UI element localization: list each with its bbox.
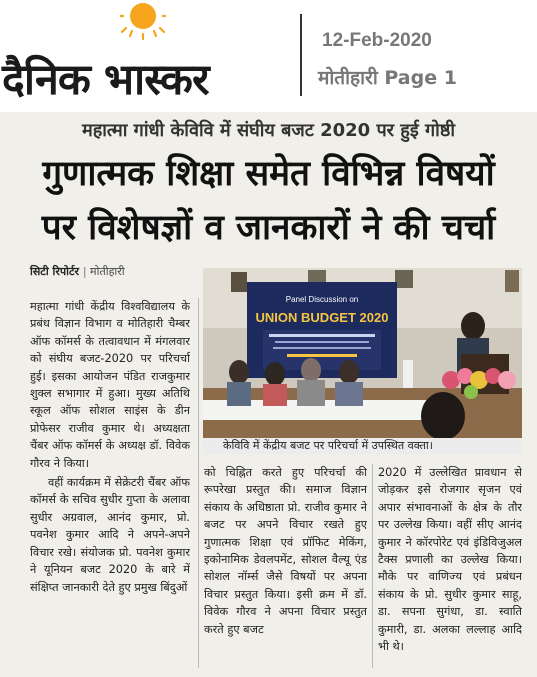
article-kicker: महात्मा गांधी केविवि में संघीय बजट 2020 पर हुई गोष्ठी bbox=[81, 120, 456, 141]
byline-place: मोतीहारी bbox=[90, 265, 125, 278]
column-1-paragraph-2: वहीं कार्यक्रम में सेक्रेटरी चैंबर ऑफ कॉमर्स के सचिव सुधीर गुप्ता के अलावा सुधीर अग्रवाल, आनंद कुमार, प्रो. पवनेश कुमार आदि ने अपने-अपने विचार रखे। संयोजक प्रो. पवनेश कुमार ने यूनियन बजट 2020 के बारे में संक्षिप्त जानकारी देते हुए प्रमुख बिंदुओं bbox=[30, 476, 190, 594]
article-column-2 bbox=[204, 464, 367, 668]
byline-separator: | bbox=[82, 265, 91, 278]
column-1-paragraph-1: महात्मा गांधी केंद्रीय विश्वविद्यालय के प्रबंध विज्ञान विभाग व मोतिहारी चैम्बर ऑफ कॉमर्स के तत्वावधान में मंगलवार को संघीय बजट-2020 पर परिचर्चा हुई। इसका आयोजन पंडित राजकुमार शुक्ल सभागार में हुआ। मुख्य अतिथि स्कूल ऑफ सोशल साइंस के डीन प्रोफेसर राजीव कुमार थे। अध्यक्षता चैंबर ऑफ कॉमर्स के अध्यक्ष डॉ. विवेक गौरव ने किया। bbox=[30, 300, 190, 470]
article-column-1 bbox=[30, 298, 190, 668]
edition-page: मोतीहारी Page 1 bbox=[318, 67, 457, 89]
banner-title: Panel Discussion on bbox=[285, 295, 359, 304]
byline-reporter: सिटी रिपोर्टर bbox=[30, 265, 79, 278]
photo-caption: केविवि में केंद्रीय बजट पर परिचर्चा में उपस्थित वक्ता। bbox=[203, 438, 522, 454]
panel-discussion-photo bbox=[203, 268, 522, 438]
column-divider bbox=[372, 464, 373, 668]
article-photo bbox=[203, 268, 522, 438]
edition-date: 12-Feb-2020 bbox=[322, 30, 432, 51]
headline-line-2: पर विशेषज्ञों व जानकारों ने की चर्चा bbox=[41, 208, 496, 248]
masthead-divider bbox=[300, 14, 302, 96]
column-3-paragraph: 2020 में उल्लेखित प्रावधान से जोड़कर इसे रोजगार सृजन एवं अपार संभावनाओं के क्षेत्र के तौर पर उल्लेख किया। वहीं सीए आनंद कुमार ने कॉरपोरेट एवं इंडिविजुअल टैक्स प्रणाली का उल्लेख किया। मौके पर वाणिज्य एवं प्रबंधन संकाय के प्रो. सुधीर कुमार साहू, डा. सपना सुगंधा, डा. स्वाति कुमारी, डा. अलका लल्लाह आदि भी थे। bbox=[378, 466, 522, 654]
article-column-3 bbox=[378, 464, 522, 668]
sun-logo-icon bbox=[120, 0, 166, 40]
newspaper-logo: दैनिक भास्कर bbox=[2, 55, 209, 105]
headline-line-1: गुणात्मक शिक्षा समेत विभिन्न विषयों bbox=[42, 154, 495, 194]
banner-main: UNION BUDGET 2020 bbox=[255, 310, 389, 325]
newspaper-masthead bbox=[0, 0, 537, 112]
byline bbox=[30, 264, 125, 279]
column-2-paragraph: को चिह्नित करते हुए परिचर्चा की रूपरेखा प्रस्तुत की। समाज विज्ञान संकाय के अधिष्ठाता प्रो. राजीव कुमार ने बजट पर अपने विचार रखते हुए गुणात्मक शिक्षा एवं प्रॉफिट मेकिंग, इकोनामिक डेवलपमेंट, सोशल वैल्यू एंड सोशल नॉर्म्स जैसे विषयों पर अपना विचार प्रस्तुत किया। इसी क्रम में डॉ. विवेक गौरव ने अपना विचार प्रस्तुत करते हुए बजट bbox=[204, 466, 367, 636]
column-divider bbox=[198, 298, 199, 668]
